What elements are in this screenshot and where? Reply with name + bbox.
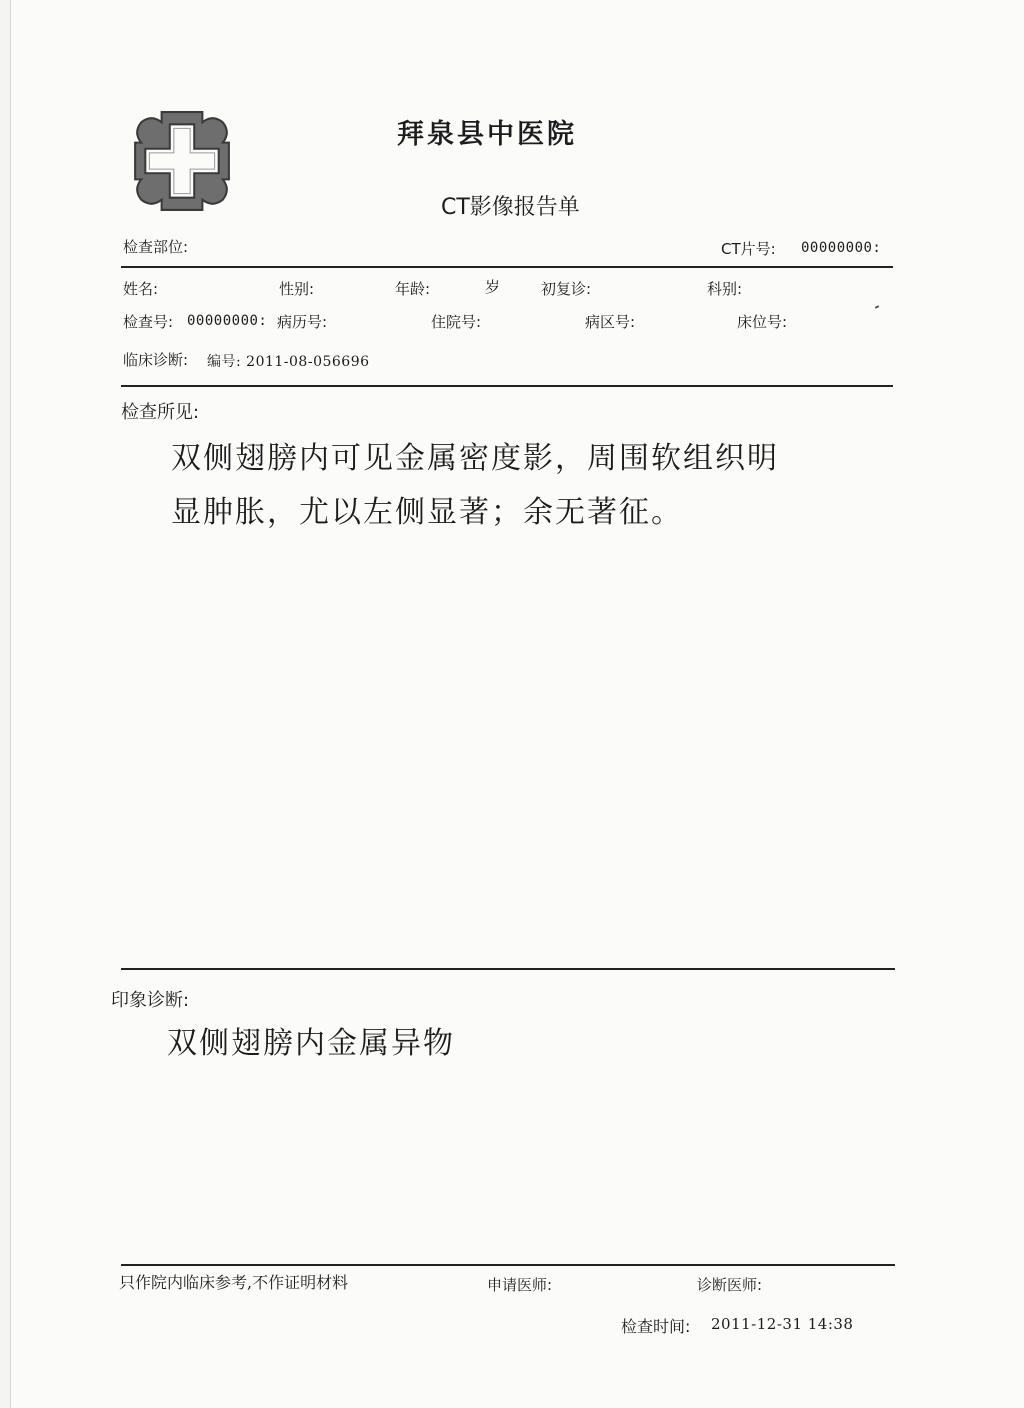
exam-time-label: 检查时间: [621,1317,691,1336]
ward-no-label: 病区号: [585,313,636,331]
age-label: 年龄: [395,280,431,298]
ct-no-value: 00000000: [801,240,882,256]
exam-no-label: 检查号: [123,313,174,331]
findings-text [171,432,871,540]
name-label: 姓名: [123,280,159,298]
diagnosing-doctor-label: 诊断医师: [697,1276,763,1294]
report-title: CT影像报告单 [441,195,580,220]
impression-text: 双侧翅膀内金属异物 [167,1026,455,1061]
department-label: 科别: [707,280,743,298]
gender-label: 性别: [279,280,315,298]
visit-type-label: 初复诊: [541,280,592,298]
body-part-label: 检查部位: [123,238,189,256]
inpatient-no-label: 住院号: [431,313,482,331]
bed-no-label: 床位号: [737,313,788,331]
disclaimer: 只作院内临床参考,不作证明材料 [119,1273,349,1292]
report-sheet [10,0,1024,1408]
hospital-name: 拜泉县中医院 [397,119,577,150]
requesting-doctor-label: 申请医师: [487,1276,553,1294]
clinical-diagnosis-label: 临床诊断: [123,351,189,369]
findings-line-2: 显肿胀，尤以左侧显著；余无著征。 [171,495,683,530]
impression-label: 印象诊断: [111,990,190,1011]
ct-no-label: CT片号: [721,240,776,258]
clinical-diagnosis-value: 编号: 2011-08-056696 [207,354,370,370]
record-no-label: 病历号: [277,313,328,331]
exam-no-value: 00000000: [187,313,268,329]
age-unit: 岁 [485,278,501,296]
header-divider [121,266,893,268]
findings-line-1: 双侧翅膀内可见金属密度影，周围软组织明 [171,441,779,476]
exam-time-value: 2011-12-31 14:38 [711,1315,854,1333]
footer-divider [121,1264,895,1266]
findings-label: 检查所见: [121,402,200,423]
scan-speck [875,305,879,309]
patient-divider [121,385,893,387]
findings-divider [121,968,895,970]
medical-cross-logo-icon [131,108,233,214]
